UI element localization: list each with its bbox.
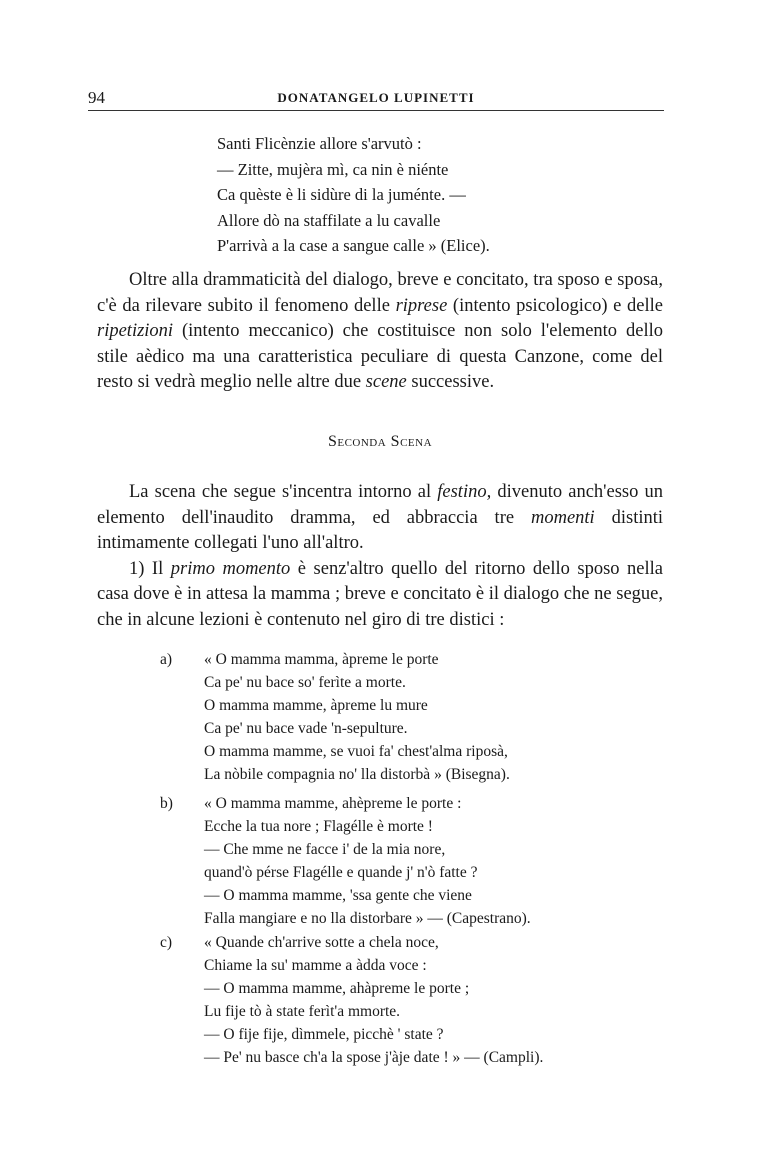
stanza-line: Ecche la tua nore ; Flagélle è morte ! [204, 818, 433, 835]
paragraph-3: 1) Il primo momento è senz'altro quello del ritorno dello sposo nella casa dove è in attesa la mamma ; breve e concitato è il dialogo che ne segue, che in alcune lezioni è contenuto nel giro di tre distici : [97, 558, 664, 630]
stanza-line: quand'ò pérse Flagélle e quande j' n'ò fatte ? [204, 864, 478, 881]
stanza-line: O mamma mamme, se vuoi fa' chest'alma riposà, [204, 743, 508, 760]
page-number: 94 [88, 88, 105, 107]
stanza-line: « O mamma mamma, àpreme le porte [204, 651, 439, 668]
stanza-line: — O mamma mamme, 'ssa gente che viene [204, 887, 472, 904]
stanza-line: — O fije fije, dìmmele, picchè ' state ? [204, 1026, 444, 1043]
verse-line: — Zitte, mujèra mì, ca nin è niénte [217, 159, 449, 179]
stanza-line: Ca pe' nu bace so' ferìte a morte. [204, 674, 406, 691]
stanza-line: — O mamma mamme, ahàpreme le porte ; [204, 980, 470, 997]
verse-line: Santi Flicènzie allore s'arvutò : [217, 134, 422, 153]
paragraph-2: La scena che segue s'incentra intorno al festino, divenuto anch'esso un elemento dell'inaudito dramma, ed abbraccia tre momenti distinti intimamente collegati l'uno all'altro. 1) Il primo momento è senz'altro quello del ritorno dello sposo nella casa dove è in attesa la mamma ; breve e concitato è il dialogo che ne segue, che in alcune lezioni è contenuto nel giro di tre distici : [97, 480, 663, 633]
stanza-label: a) [160, 651, 173, 668]
verse-line: Ca quèste è li sidùre di la juménte. — [217, 185, 466, 204]
running-title: DONATANGELO LUPINETTI [277, 90, 475, 105]
page-header [88, 86, 664, 111]
stanza-line: « Quande ch'arrive sotte a chela noce, [204, 934, 439, 951]
paragraph-1: Oltre alla drammaticità del dialogo, breve e concitato, tra sposo e sposa, c'è da rilevare subito il fenomeno delle riprese (intento psicologico) e delle ripetizioni (intento meccanico) che costituisce non solo l'elemento dello stile aèdico ma una caratteristica peculiare di questa Canzone, come del resto si vedrà meglio nelle altre due scene successive. [97, 270, 663, 392]
section-title: Seconda Scena [327, 433, 433, 450]
stanza-line: Ca pe' nu bace vade 'n-sepulture. [204, 720, 408, 737]
opening-verse [217, 131, 490, 259]
stanza-line: — Pe' nu basce ch'a la spose j'àje date ! » — (Campli). [204, 1049, 544, 1066]
stanza-label: b) [160, 795, 173, 812]
stanza-line: La nòbile compagnia no' lla distorbà » (Bisegna). [204, 766, 510, 783]
stanza-line: — Che mme ne facce i' de la mia nore, [204, 841, 446, 858]
stanza-line: O mamma mamme, àpreme lu mure [204, 697, 428, 714]
stanza-line: Falla mangiare e no lla distorbare » — (Capestrano). [204, 910, 531, 927]
stanza-line: « O mamma mamme, ahèpreme le porte : [204, 795, 462, 812]
verse-line: P'arrivà a la case a sangue calle » (Elice). [217, 236, 490, 255]
stanza-line: Lu fije tò à state ferìt'a mmorte. [204, 1003, 401, 1020]
verse-line: Allore dò na staffilate a lu cavalle [217, 210, 441, 230]
stanza-line: Chiame la su' mamme a àdda voce : [204, 957, 427, 974]
stanza-label: c) [160, 934, 173, 951]
